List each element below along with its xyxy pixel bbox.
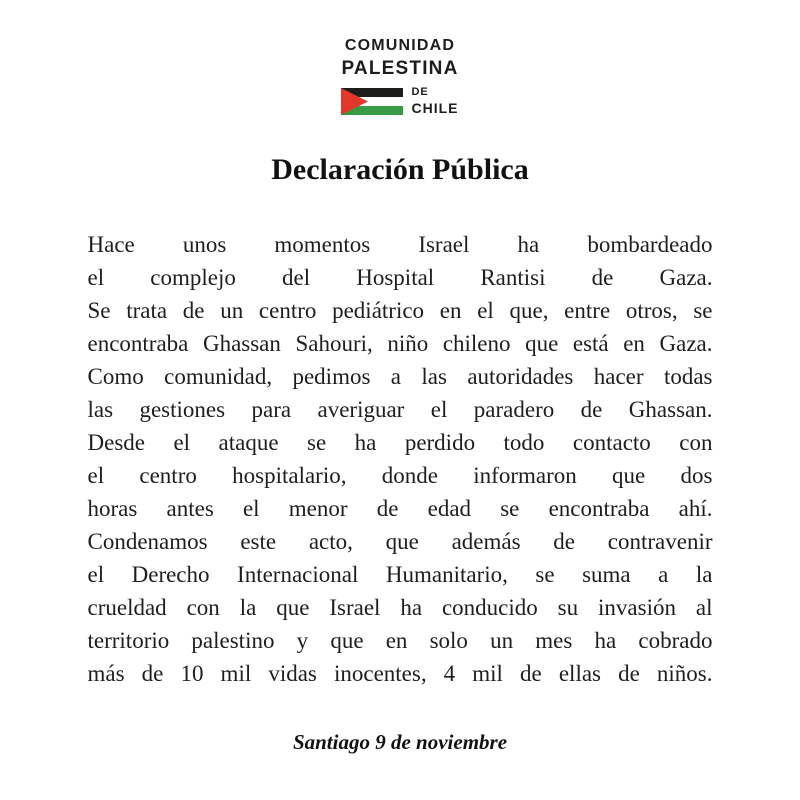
logo-text-comunidad: COMUNIDAD: [344, 37, 456, 54]
logo-country-text: [411, 87, 458, 115]
date-line: Santiago 9 de noviembre: [292, 730, 508, 754]
body-line: territorio palestino y que en solo un mes ha cobrado: [87, 628, 713, 653]
body-line: Como comunidad, pedimos a las autoridades hacer todas: [87, 364, 713, 389]
body-line: el complejo del Hospital Rantisi de Gaza.: [87, 265, 713, 290]
body-line: el Derecho Internacional Humanitario, se suma a la: [87, 562, 713, 587]
body-line: encontraba Ghassan Sahouri, niño chileno que está en Gaza.: [87, 331, 713, 356]
body-line: las gestiones para averiguar el paradero de Ghassan.: [87, 397, 713, 422]
body-line: Se trata de un centro pediátrico en el que, entre otros, se: [87, 298, 713, 323]
body-line: crueldad con la que Israel ha conducido su invasión al: [87, 595, 713, 620]
body-line: Condenamos este acto, que además de contravenir: [87, 529, 713, 554]
logo-text-palestina: PALESTINA: [341, 58, 459, 79]
declaration-body: [88, 228, 713, 690]
body-line: el centro hospitalario, donde informaron que dos: [87, 463, 713, 488]
logo-text-de: DE: [411, 86, 429, 98]
palestine-flag-icon: [341, 88, 403, 115]
logo-flag-row: [341, 87, 458, 115]
body-line: Hace unos momentos Israel ha bombardeado: [87, 232, 713, 257]
organization-logo: [341, 38, 458, 115]
body-line: horas antes el menor de edad se encontraba ahí.: [87, 496, 713, 521]
logo-text-chile: CHILE: [411, 100, 459, 116]
body-line: más de 10 mil vidas inocentes, 4 mil de ellas de niños.: [87, 661, 713, 686]
body-line: Desde el ataque se ha perdido todo contacto con: [87, 430, 713, 455]
page-title: Declaración Pública: [271, 153, 529, 186]
